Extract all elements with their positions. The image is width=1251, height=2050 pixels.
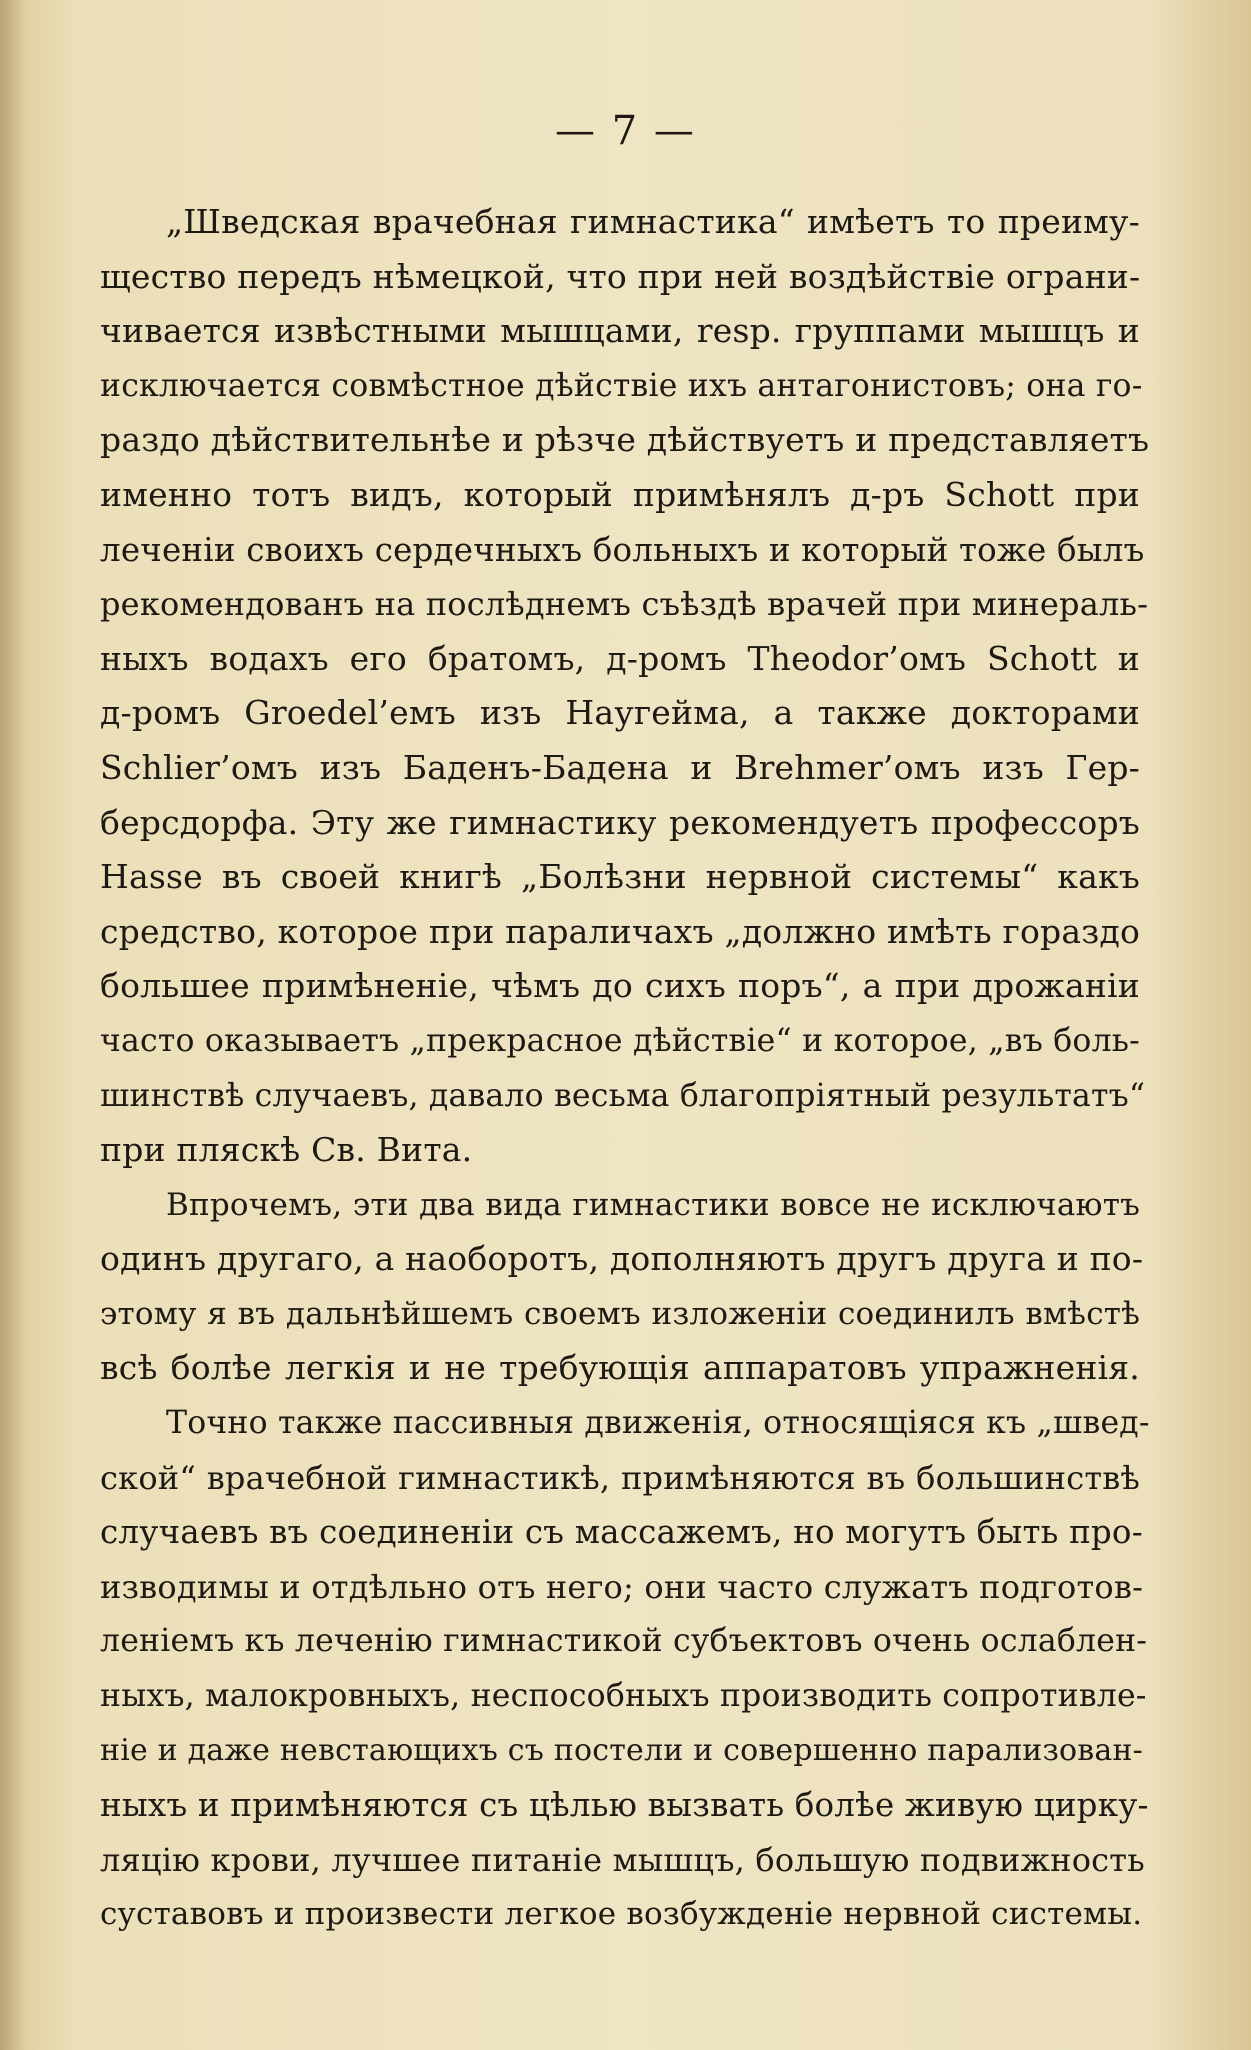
text-line: д-ромъ Groedel’емъ изъ Наугейма, а также докторами <box>100 693 1140 733</box>
text-line: Точно также пассивныя движенія, относящіяся къ „швед- <box>166 1405 1150 1442</box>
text-line: „Шведская врачебная гимнастика“ имѣетъ то преиму- <box>166 202 1140 241</box>
text-line: случаевъ въ соединеніи съ массажемъ, но могутъ быть про- <box>100 1513 1143 1552</box>
text-line: средство, которое при параличахъ „должно имѣть гораздо <box>100 911 1141 951</box>
text-line: Hasse въ своей книгѣ „Болѣзни нервной системы“ какъ <box>100 857 1140 897</box>
text-line: рекомендованъ на послѣднемъ съѣздѣ врачей при минераль- <box>100 585 1149 624</box>
text-line: ныхъ водахъ его братомъ, д-ромъ Theodor’омъ Schott и <box>100 638 1140 678</box>
text-line: ныхъ и примѣняются съ цѣлью вызвать болѣе живую цирку- <box>100 1786 1149 1825</box>
text-line: этому я въ дальнѣйшемъ своемъ изложеніи соединилъ вмѣстѣ <box>100 1295 1140 1332</box>
text-line: ныхъ, малокровныхъ, неспособныхъ производить сопротивле- <box>100 1678 1147 1715</box>
page-number: — 7 — <box>555 108 696 154</box>
text-line: леніемъ къ леченію гимнастикой субъектовъ очень ослаблен- <box>100 1623 1148 1660</box>
text-line: изводимы и отдѣльно отъ него; они часто служатъ подготов- <box>100 1567 1144 1606</box>
body-text <box>100 195 1150 1942</box>
spine-shadow <box>0 0 26 2050</box>
text-line: при пляскѣ Св. Вита. <box>100 1130 473 1170</box>
text-line: именно тотъ видъ, который примѣнялъ д-ръ Schott при <box>100 474 1140 514</box>
text-line: щество передъ нѣмецкой, что при ней воздѣйствіе ограни- <box>100 256 1141 296</box>
text-line: чивается извѣстными мышцами, resp. группами мышцъ и <box>100 311 1140 351</box>
text-line: леченіи своихъ сердечныхъ больныхъ и который тоже былъ <box>100 530 1145 569</box>
paragraph-2 <box>100 1178 1144 1396</box>
text-line: ской“ врачебной гимнастикѣ, примѣняются въ большинствѣ <box>100 1458 1140 1497</box>
text-line: суставовъ и произвести легкое возбужденіе нервной системы. <box>100 1896 1143 1933</box>
text-line: ляцію крови, лучшее питаніе мышцъ, большую подвижность <box>100 1840 1145 1879</box>
text-line: Schlier’омъ изъ Баденъ-Бадена и Brehmer’омъ изъ Гер- <box>100 747 1140 787</box>
text-line: ніе и даже невстающихъ съ постели и совершенно парализован- <box>100 1732 1143 1768</box>
paragraph-3 <box>100 1396 1150 1942</box>
paragraph-1 <box>100 195 1150 1178</box>
text-line: Впрочемъ, эти два вида гимнастики вовсе не исключаютъ <box>166 1186 1140 1223</box>
text-line: берсдорфа. Эту же гимнастику рекомендуетъ профессоръ <box>100 802 1140 842</box>
text-line: большее примѣненіе, чѣмъ до сихъ поръ“, а при дрожаніи <box>100 966 1140 1006</box>
text-line: шинствѣ случаевъ, давало весьма благопріятный результатъ“ <box>100 1077 1146 1114</box>
text-line: часто оказываетъ „прекрасное дѣйствіе“ и которое, „въ боль- <box>100 1022 1140 1059</box>
text-line: раздо дѣйствительнѣе и рѣзче дѣйствуетъ и представляетъ <box>100 420 1150 460</box>
text-line: всѣ болѣе легкія и не требующія аппаратовъ упражненія. <box>100 1348 1140 1388</box>
text-line: одинъ другаго, а наоборотъ, дополняютъ другъ друга и по- <box>100 1239 1144 1279</box>
text-line: исключается совмѣстное дѣйствіе ихъ антагонистовъ; она го- <box>100 367 1143 404</box>
